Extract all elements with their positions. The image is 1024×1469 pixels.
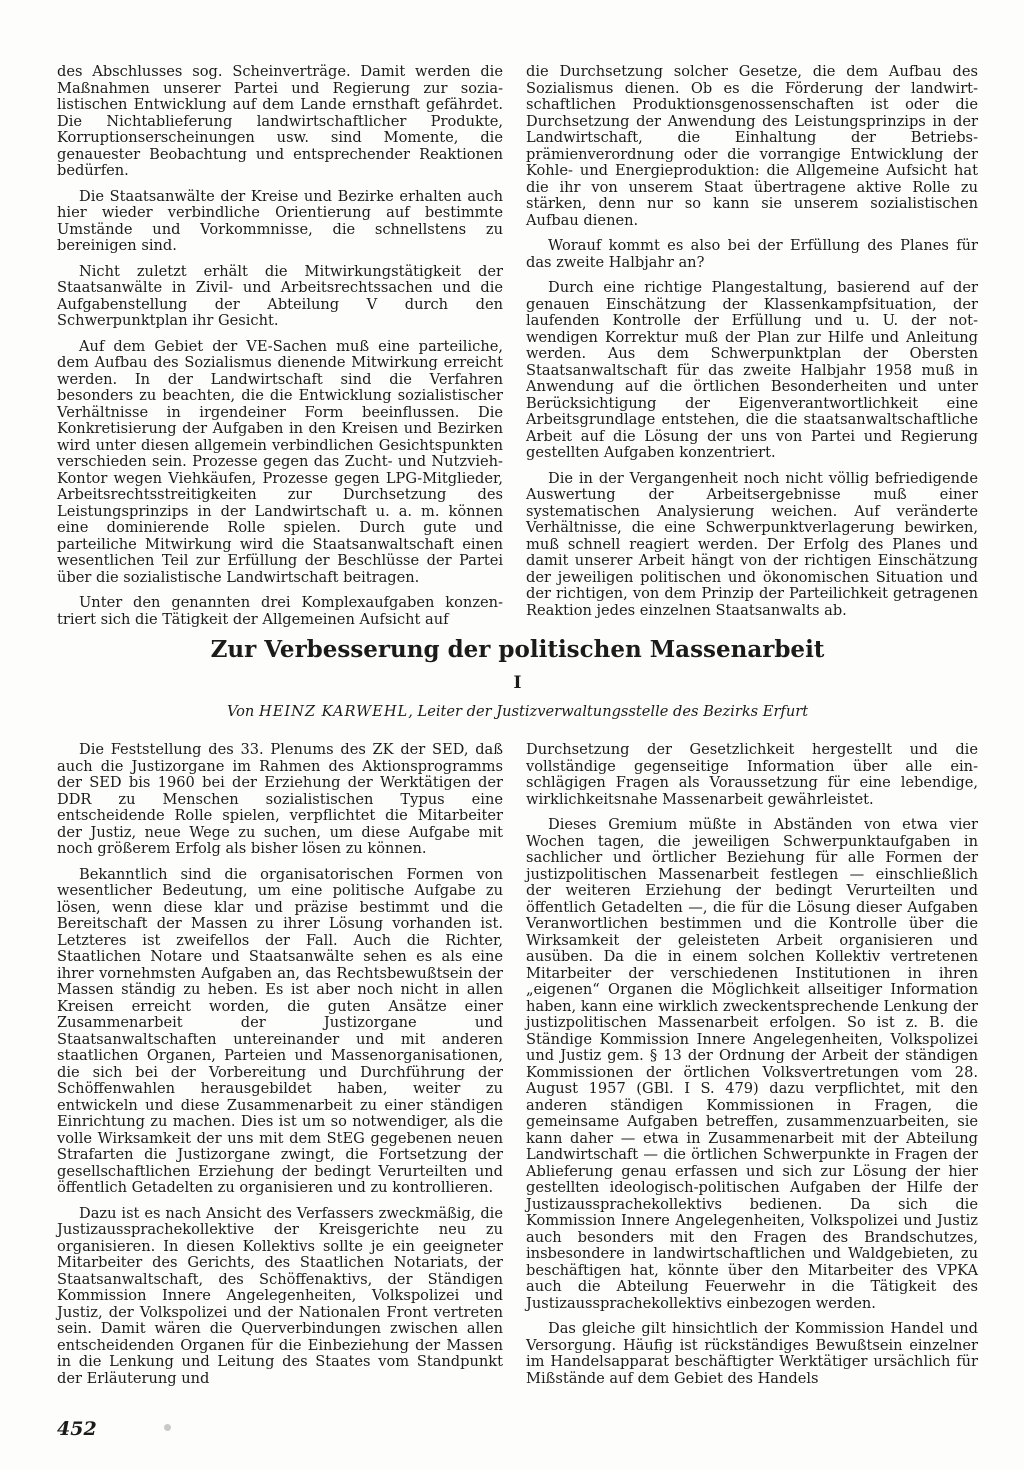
paragraph: Nicht zuletzt erhält die Mitwirkungstätigkeit der Staatsanwälte in Zivil- und Arbeitsrechtssachen und die Aufgabenstellung der Abteilung V durch den Schwerpunktplan ihr Gesicht. [57, 262, 503, 329]
paragraph: Durchsetzung der Gesetzlichkeit hergestellt und die vollständige gegenseitige Information über alle einschlägigen Fragen als Voraussetzung für eine lebendige, wirklichkeitsnahe Massenarbeit gewährleistet. [526, 741, 978, 808]
author-name: HEINZ KARWEHL [258, 703, 409, 720]
byline-prefix: Von [226, 703, 255, 720]
page-number: 452 [57, 1418, 97, 1440]
paragraph: Unter den genannten drei Komplexaufgaben konzentriert sich die Tätigkeit der Allgemeinen Aufsicht auf [57, 594, 503, 628]
article-title: Zur Verbesserung der politischen Massenarbeit [210, 636, 825, 663]
paragraph: Auf dem Gebiet der VE-Sachen muß eine parteiliche, dem Aufbau des Sozialismus dienende Mitwirkung erreicht werden. In der Landwirtschaft sind die Verfahren besonders zu beachten, die die Entwicklung sozialistischer Verhältnisse in irgendeiner Form beeinflussen. Die Konkretisierung der Aufgaben in den Kreisen und Bezirken wird unter diesen allgemein verbindlichen Gesichtspunkten verschieden sein. Prozesse gegen das Zucht- und Nutzvieh-Kontor wegen Viehkäufen, Prozesse gegen LPG-Mitglieder, Arbeitsrechtsstreitigkeiten zur Durchsetzung des Leistungsprinzips in der Landwirtschaft u. a. m. können eine dominierende Rolle spielen. Durch gute und parteiliche Mitwirkung wird die Staatsanwaltschaft einen wesentlichen Teil zur Erfüllung der Beschlüsse der Partei über die sozialistische Landwirtschaft beitragen. [57, 337, 503, 586]
paragraph: Die in der Vergangenheit noch nicht völlig befriedigende Auswertung der Arbeitsergebnisse muß einer systematischen Analysierung weichen. Auf veränderte Verhältnisse, die eine Schwerpunktverlagerung bewirken, muß schnell reagiert werden. Der Erfolg des Planes und damit unserer Arbeit hängt von der richtigen Einschätzung der jeweiligen politischen und ökonomischen Situation und der richtigen, von dem Prinzip der Parteilichkeit getragenen Reaktion jedes einzelnen Staatsanwalts ab. [526, 469, 978, 619]
paragraph: Durch eine richtige Plangestaltung, basierend auf der genauen Einschätzung der Klassenkampfsituation, der laufenden Kontrolle der Erfüllung und u. U. der notwendigen Korrektur muß der Plan zur Hilfe und Anleitung werden. Aus dem Schwerpunktplan der Obersten Staatsanwaltschaft für das zweite Halbjahr 1958 muß in Anwendung auf die örtlichen Besonderheiten und unter Berücksichtigung der Eigenverantwortlichkeit eine Arbeitsgrundlage entstehen, die die staatsanwaltschaftliche Arbeit auf die Lösung der uns von Partei und Regierung gestellten Aufgaben konzentriert. [526, 279, 978, 461]
bottom-left-column [57, 742, 503, 1396]
paragraph: Worauf kommt es also bei der Erfüllung des Planes für das zweite Halbjahr an? [526, 237, 978, 271]
paragraph: Dieses Gremium müßte in Abständen von etwa vier Wochen tagen, die jeweiligen Schwerpunktaufgaben in sachlicher und örtlicher Beziehung für alle Formen der justizpolitischen Massenarbeit festlegen — einschließlich der weiteren Erziehung der bedingt Verurteilten und öffentlich Getadelten —, die für die Lösung dieser Aufgaben Veranwortlichen bestimmen und die Kontrolle über die Wirksamkeit der geleisteten Arbeit organisieren und ausüben. Da die in einem solchen Kollektiv vertretenen Mitarbeiter der verschiedenen Institutionen in ihren „eigenen“ Organen die Möglichkeit allseitiger Information haben, kann eine wirklich zweckentsprechende Lenkung der justizpolitischen Massenarbeit erfolgen. So ist z. B. die Ständige Kommission Innere Angelegenheiten, Volkspolizei und Justiz gem. § 13 der Ordnung der Arbeit der ständigen Kommissionen der örtlichen Volksvertretungen vom 28. August 1957 (GBl. I S. 479) dazu verpflichtet, mit den anderen ständigen Kommissionen in Fragen, die gemeinsame Aufgaben betreffen, zusammenzuarbeiten, sie kann daher — etwa in Zusammenarbeit mit der Abteilung Landwirtschaft — die örtlichen Schwerpunkte in Fragen der Ablieferung genau erfassen und sich zur Lösung der hier gestellten ideologisch-politischen Aufgaben der Hilfe der Justizaussprachekollektivs bedienen. Da sich die Kommission Innere Angelegenheiten, Volkspolizei und Justiz auch besonders mit den Fragen des Brandschutzes, insbesondere in landwirtschaftlichen und Waldgebieten, zu beschäftigen hat, könnte über den Mitarbeiter des VPKA auch die Abteilung Feuerwehr in die Tätigkeit des Justizaussprachekollektivs einbezogen werden. [526, 816, 978, 1312]
print-mark [164, 1424, 171, 1431]
paragraph: Die Feststellung des 33. Plenums des ZK der SED, daß auch die Justizorgane im Rahmen des Aktionsprogramms der SED bis 1960 bei der Erziehung der Werktätigen der DDR zu Menschen sozialistischen Typus eine entscheidende Rolle spielen, verpflichtet die Mitarbeiter der Justiz, neue Wege zu suchen, um diese Aufgabe mit noch größerem Erfolg als bisher lösen zu können. [57, 741, 503, 857]
paragraph: Bekanntlich sind die organisatorischen Formen von wesentlicher Bedeutung, um eine politische Aufgabe zu lösen, wenn diese klar und präzise bestimmt und die Bereitschaft der Massen zu ihrer Lösung vorhanden ist. Letzteres ist zweifellos der Fall. Auch die Richter, Staatlichen Notare und Staatsanwälte sehen es als eine ihrer vornehmsten Aufgaben an, das Rechtsbewußtsein der Massen ständig zu heben. Es ist aber noch nicht in allen Kreisen erreicht worden, die guten Ansätze einer Zusammenarbeit der Justizorgane und Staatsanwaltschaften untereinander und mit anderen staatlichen Organen, Parteien und Massenorganisationen, die sich bei der Vorbereitung und Durchführung der Schöffenwahlen herausgebildet haben, weiter zu entwickeln und diese Zusammenarbeit zu einer ständigen Einrichtung zu machen. Dies ist um so notwendiger, als die volle Wirksamkeit der uns mit dem StEG gegebenen neuen Strafarten die Justizorgane zwingt, die Fortsetzung der gesellschaftlichen Erziehung der bedingt Verurteilten und öffentlich Getadelten zu organisieren und zu kontrollieren. [57, 865, 503, 1196]
bottom-right-column [526, 742, 978, 1396]
paragraph: Die Staatsanwälte der Kreise und Bezirke erhalten auch hier wieder verbindliche Orientierung auf bestimmte Umstände und Vorkommnisse, die schnellstens zu bereinigen sind. [57, 187, 503, 254]
article-byline [57, 703, 978, 721]
top-right-column [526, 64, 978, 628]
paragraph: die Durchsetzung solcher Gesetze, die dem Aufbau des Sozialismus dienen. Ob es die Förderung der landwirtschaftlichen Produktionsgenossenschaften ist oder die Durchsetzung der Anwendung des Leistungsprinzips in der Landwirtschaft, die Einhaltung der Betriebsprämienverordnung oder die vorrangige Entwicklung der Kohle- und Energieproduktion: die Allgemeine Aufsicht hat die ihr von unserem Staat übertragene aktive Rolle zu stärken, denn nur so kann sie unserem sozialistischen Aufbau dienen. [526, 63, 978, 229]
paragraph: des Abschlusses sog. Scheinverträge. Damit werden die Maßnahmen unserer Partei und Regierung zur sozialistischen Entwicklung auf dem Lande ernsthaft gefährdet. Die Nichtablieferung landwirtschaftlicher Produkte, Korruptionserscheinungen usw. sind Momente, die genauester Beobachtung und entsprechender Reaktionen bedürfen. [57, 63, 503, 179]
author-role: , Leiter der Justizverwaltungsstelle des Bezirks Erfurt [408, 703, 809, 720]
top-left-column [57, 64, 503, 637]
paragraph: Das gleiche gilt hinsichtlich der Kommission Handel und Versorgung. Häufig ist rückständiges Bewußtsein einzelner im Handelsapparat beschäftigter Werktätiger ursächlich für Mißstände auf dem Gebiet des Handels [526, 1320, 978, 1387]
paragraph: Dazu ist es nach Ansicht des Verfassers zweckmäßig, die Justizaussprachekollektive der Kreisgerichte neu zu organisieren. In diesen Kollektivs sollte je ein geeigneter Mitarbeiter des Gerichts, des Staatlichen Notariats, der Staatsanwaltschaft, des Schöffenaktivs, der Ständigen Kommission Innere Angelegenheiten, Volkspolizei und Justiz, der Volkspolizei und der Nationalen Front vertreten sein. Damit wären die Querverbindungen zwischen allen entscheidenden Organen für die Einbeziehung der Massen in die Lenkung und Leitung des Staates vom Standpunkt der Erläuterung und [57, 1204, 503, 1387]
article-part-number: I [513, 673, 522, 693]
